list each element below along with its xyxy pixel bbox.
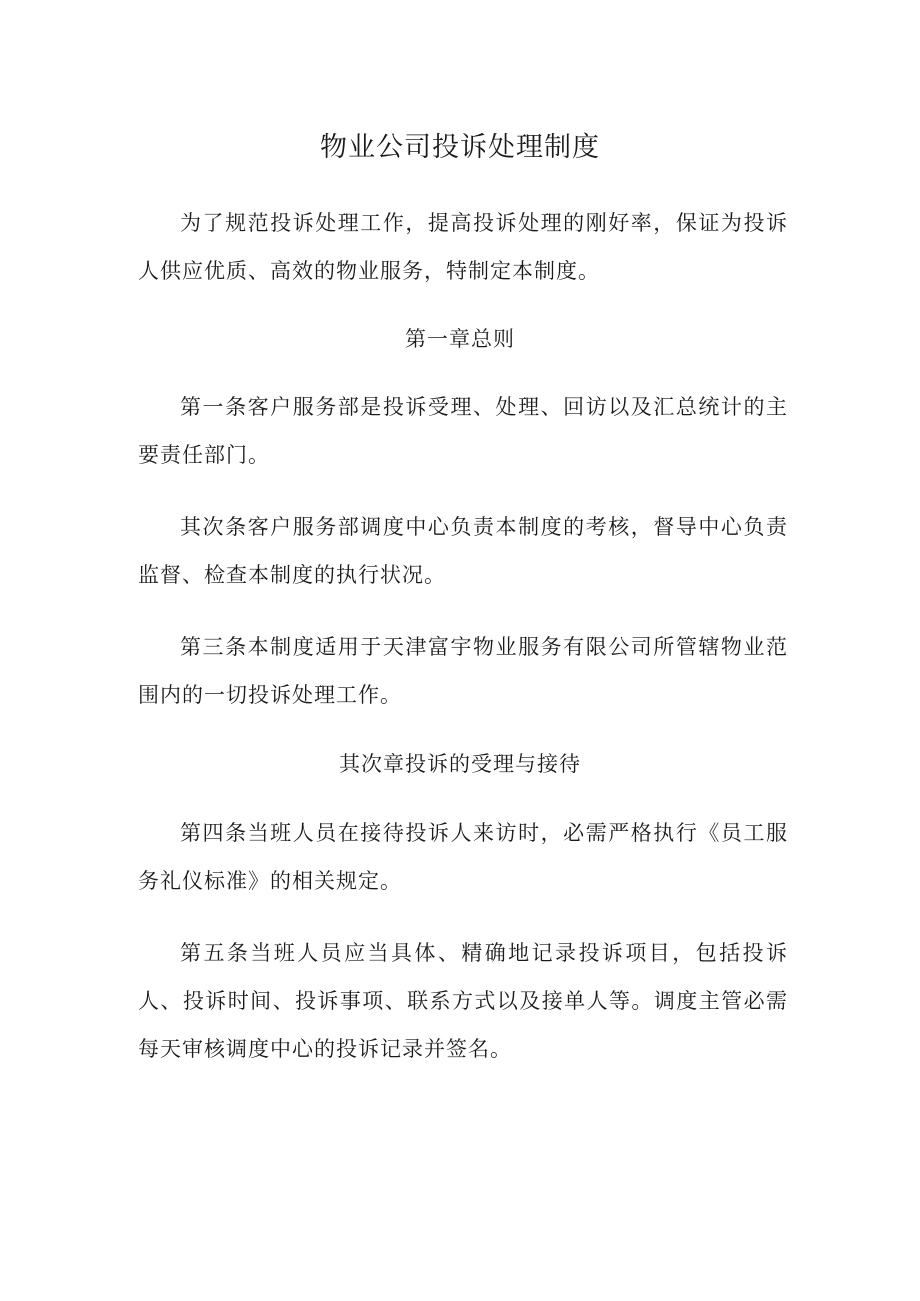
intro-paragraph: 为了规范投诉处理工作，提高投诉处理的刚好率，保证为投诉人供应优质、高效的物业服务，特制定本制度。 — [138, 211, 788, 283]
article-3: 第三条本制度适用于天津富宇物业服务有限公司所管辖物业范围内的一切投诉处理工作。 — [138, 635, 788, 707]
chapter-2-heading: 其次章投诉的受理与接待 — [339, 752, 581, 776]
chapter-1-heading: 第一章总则 — [405, 327, 515, 351]
article-4: 第四条当班人员在接待投诉人来访时，必需严格执行《员工服务礼仪标准》的相关规定。 — [138, 821, 788, 893]
document-title: 物业公司投诉处理制度 — [320, 132, 600, 163]
article-1: 第一条客户服务部是投诉受理、处理、回访以及汇总统计的主要责任部门。 — [138, 395, 788, 467]
article-2: 其次条客户服务部调度中心负责本制度的考核，督导中心负责监督、检查本制度的执行状况。 — [138, 515, 788, 587]
article-5: 第五条当班人员应当具体、精确地记录投诉项目，包括投诉人、投诉时间、投诉事项、联系方式以及接单人等。调度主管必需每天审核调度中心的投诉记录并签名。 — [138, 941, 788, 1061]
